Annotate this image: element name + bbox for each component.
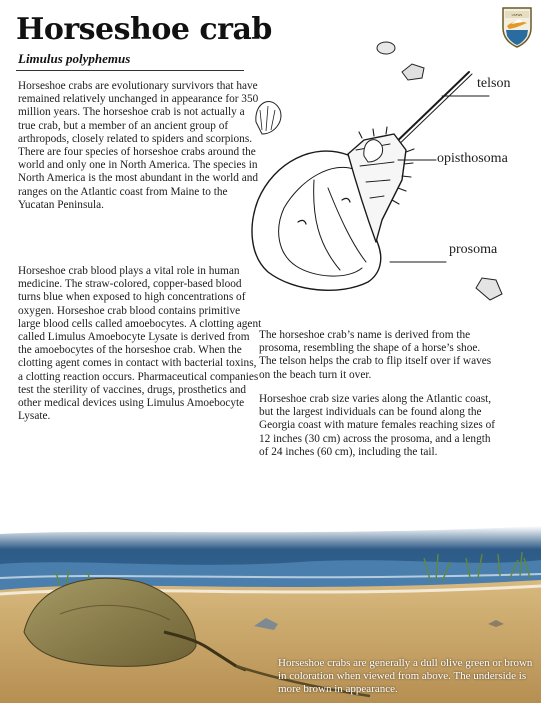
crab-diagram (244, 30, 541, 310)
blood-paragraph: Horseshoe crab blood plays a vital role in human medicine. The straw-colored, copper-based blood turns blue when exposed to high concentrations of oxygen. Horseshoe crab blood contains primitive large blood cells called amoebocytes. A clotting agent called Limulus Amoebocyte Lysate is derived from the amoebocytes of the horseshoe crab. When the clotting agent comes in contact with bacterial toxins, a clotting reaction occurs. Pharmaceutical companies test the sterility of vaccines, drugs, prosthetics and other medical devices using Limulus Amoebocyte Lysate. (18, 265, 262, 423)
coloration-caption: Horseshoe crabs are generally a dull olive green or brown in coloration when viewed from above. The underside is more brown in appearance. (278, 657, 533, 695)
pebble (377, 42, 395, 54)
telson-label: telson (477, 76, 511, 91)
title-divider (16, 70, 244, 71)
scientific-name: Limulus polyphemus (18, 51, 131, 66)
intro-paragraph: Horseshoe crabs are evolutionary survivors that have remained relatively unchanged in appearance for 350 million years. The horseshoe crab is not actually a true crab, but a member of an ancient group of arthropods, closely related to spiders and scorpions. There are four species of horseshoe crabs around the world and only one in North America. The species in North America is the most abundant in the world and ranges on the Atlantic coast from Maine to the Yucatan Peninsula. (18, 80, 259, 211)
opisthosoma-label: opisthosoma (437, 151, 508, 166)
prosoma-label: prosoma (449, 242, 498, 257)
svg-text:USFWS: USFWS (511, 13, 523, 17)
name-origin-paragraph: The horseshoe crab’s name is derived from the prosoma, resembling the shape of a horse’s shoe. The telson helps the crab to flip itself over if waves on the beach turn it over. (259, 329, 492, 381)
pebble (402, 64, 424, 80)
telson-spine (390, 72, 469, 148)
pebble (476, 278, 502, 300)
size-paragraph: Horseshoe crab size varies along the Atlantic coast, but the largest individuals can be found along the Georgia coast with mature females reaching sizes of 12 inches (30 cm) across the prosoma, and a length of 24 inches (60 cm), including the tail. (259, 393, 495, 458)
page-title: Horseshoe crab (16, 12, 272, 47)
